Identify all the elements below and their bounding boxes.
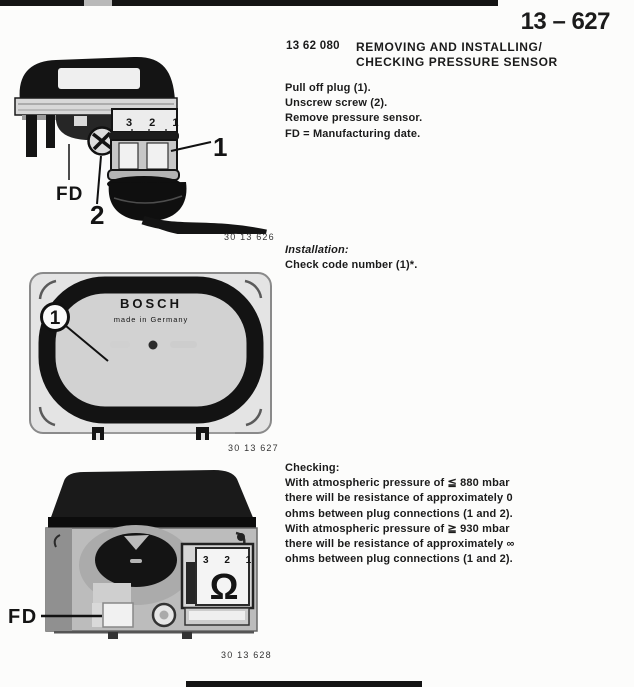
checking-heading: Checking: [285, 462, 340, 474]
removal-steps [285, 81, 422, 142]
figure-2-photo [10, 265, 280, 445]
checking-line: With atmospheric pressure of ≦ 880 mbar [285, 477, 510, 490]
top-scan-bar [0, 0, 498, 6]
ohm-symbol: Ω [209, 566, 239, 607]
fd-label: FD [8, 606, 38, 628]
origin-label: made in Germany [113, 315, 189, 324]
callout-2-label: 2 [90, 200, 105, 230]
pressure-sensor-side-view-illustration [8, 52, 270, 234]
callout-1-label: 1 [213, 132, 228, 162]
removal-step: Unscrew screw (2). [285, 97, 388, 110]
figure-2-caption: 30 13 627 [228, 443, 279, 453]
removal-step: Pull off plug (1). [285, 82, 371, 94]
checking-line: With atmospheric pressure of ≧ 930 mbar [285, 522, 510, 535]
checking-line: there will be resistance of approximately ∞ [285, 538, 515, 551]
bracket-tab [46, 115, 55, 148]
checking-line: ohms between plug connections (1 and 2). [285, 553, 513, 566]
procedure-title-line-1: REMOVING AND INSTALLING/ [356, 40, 543, 54]
cable-boot [109, 182, 187, 221]
pressure-sensor-top-view-illustration [10, 265, 280, 445]
figure-3-photo [8, 465, 280, 643]
figure-1-caption: 30 13 626 [224, 232, 275, 242]
pressure-sensor-bottom-view-illustration [8, 465, 280, 643]
procedure-title [356, 40, 558, 69]
faint-code-mark [170, 341, 197, 348]
removal-step: FD = Manufacturing date. [285, 127, 421, 140]
page-number: 13 – 627 [520, 8, 610, 35]
procedure-title-line-2: CHECKING PRESSURE SENSOR [356, 54, 558, 69]
procedure-code: 13 62 080 [286, 40, 340, 52]
cap-highlight [58, 68, 140, 89]
figure-1-photo [8, 52, 270, 234]
callout-2-leader [97, 156, 101, 204]
figure-3-caption: 30 13 628 [221, 650, 272, 660]
top-scan-bar-gap [84, 0, 112, 6]
sensor-cap [50, 470, 254, 520]
installation-text: Check code number (1)*. [285, 259, 418, 272]
fd-date-stamp [103, 603, 133, 627]
checking-section [285, 461, 514, 567]
fd-label: FD [56, 184, 84, 205]
checking-line: there will be resistance of approximately 0 [285, 492, 513, 505]
installation-heading: Installation: [285, 244, 349, 256]
center-vent-hole [149, 341, 158, 350]
callout-1-label: 1 [49, 308, 61, 329]
bracket-tab [26, 115, 37, 157]
bottom-scan-bar [186, 681, 422, 687]
brand-label: BOSCH [120, 296, 182, 311]
checking-line: ohms between plug connections (1 and 2). [285, 507, 513, 520]
pin-numbers-label: 3 2 1 [203, 555, 258, 566]
pin-numbers-label: 3 2 1 [126, 117, 186, 129]
faint-code-mark [110, 341, 130, 348]
removal-step: Remove pressure sensor. [285, 112, 423, 125]
installation-section [285, 243, 417, 273]
